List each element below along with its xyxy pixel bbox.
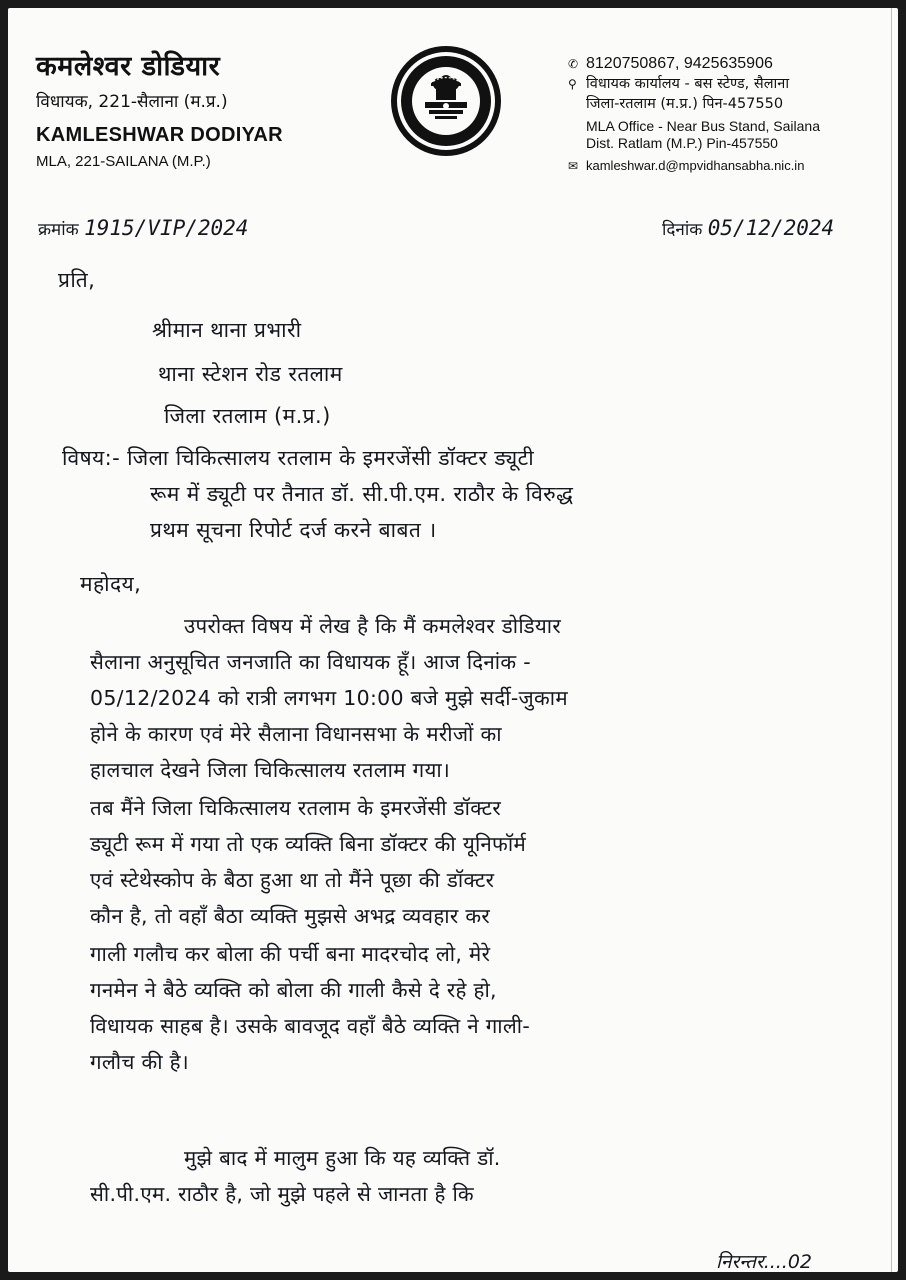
- subject-line-3: प्रथम सूचना रिपोर्ट दर्ज करने बाबत ।: [150, 518, 437, 542]
- recipient-line-3: जिला रतलाम (म.प्र.): [164, 404, 331, 428]
- body-line-12: विधायक साहब है। उसके बावजूद वहाँ बैठे व्यक्ति ने गाली-: [90, 1014, 531, 1038]
- body-line-3: 05/12/2024 को रात्री लगभग 10:00 बजे मुझे सर्दी-जुकाम: [90, 686, 568, 710]
- office-address-english-2: Dist. Ratlam (M.P.) Pin-457550: [586, 135, 778, 151]
- contact-block: [568, 54, 888, 176]
- reference-number: क्रमांक 1915/VIP/2024: [38, 216, 249, 240]
- letter-date: दिनांक 05/12/2024: [662, 216, 835, 240]
- body-line-5: हालचाल देखने जिला चिकित्सालय रतलाम गया।: [90, 758, 451, 782]
- body-line-8: एवं स्टेथेस्कोप के बैठा हुआ था तो मैंने पूछा की डॉक्टर: [90, 868, 495, 892]
- body-line-9: कौन है, तो वहाँ बैठा व्यक्ति मुझसे अभद्र व्यवहार कर: [90, 904, 491, 928]
- recipient-line-1: श्रीमान थाना प्रभारी: [152, 318, 302, 342]
- continued-marker: निरन्तर....02: [716, 1251, 813, 1273]
- subject-line-1: विषय:- जिला चिकित्सालय रतलाम के इमरजेंसी डॉक्टर ड्यूटी: [62, 446, 535, 470]
- sender-name-english: KAMLESHWAR DODIYAR: [36, 124, 283, 146]
- sender-designation-english: MLA, 221-SAILANA (M.P.): [36, 153, 211, 170]
- salutation-to: प्रति,: [58, 268, 96, 292]
- reference-value: 1915/VIP/2024: [84, 216, 249, 240]
- email-icon: ✉: [568, 159, 579, 173]
- assembly-emblem-icon: [389, 44, 503, 158]
- greeting: महोदय,: [80, 572, 142, 596]
- sender-block: [36, 46, 283, 170]
- sender-name-hindi: कमलेश्वर डोडियार: [36, 51, 221, 82]
- office-address-hindi-2: जिला-रतलाम (म.प्र.) पिन-457550: [586, 96, 784, 112]
- contact-phone: 8120750867, 9425635906: [586, 55, 773, 72]
- office-address-hindi-1: विधायक कार्यालय - बस स्टेण्ड, सैलाना: [586, 76, 790, 92]
- body-line-6: तब मैंने जिला चिकित्सालय रतलाम के इमरजेंसी डॉक्टर: [90, 796, 502, 820]
- body-line-7: ड्यूटी रूम में गया तो एक व्यक्ति बिना डॉक्टर की यूनिफॉर्म: [90, 832, 527, 856]
- body-line-2: सैलाना अनुसूचित जनजाति का विधायक हूँ। आज दिनांक -: [90, 650, 531, 674]
- page-fold-line: [891, 8, 892, 1272]
- location-icon: ⚲: [568, 77, 577, 91]
- subject-line-2: रूम में ड्यूटी पर तैनात डॉ. सी.पी.एम. राठौर के विरुद्ध: [150, 482, 574, 506]
- date-value: 05/12/2024: [707, 216, 835, 240]
- office-address-english-1: MLA Office - Near Bus Stand, Sailana: [586, 118, 820, 134]
- body-line-10: गाली गलौच कर बोला की पर्ची बना मादरचोद लो, मेरे: [90, 942, 491, 966]
- recipient-line-2: थाना स्टेशन रोड रतलाम: [158, 362, 343, 386]
- contact-email: kamleshwar.d@mpvidhansabha.nic.in: [586, 158, 805, 173]
- phone-icon: ✆: [568, 57, 579, 71]
- body-line-13: गलौच की है।: [90, 1050, 189, 1074]
- sender-designation-hindi: विधायक, 221-सैलाना (म.प्र.): [36, 92, 228, 112]
- body-line-15: मुझे बाद में मालुम हुआ कि यह व्यक्ति डॉ.: [184, 1146, 501, 1170]
- letter-page: [8, 8, 898, 1272]
- body-line-11: गनमेन ने बैठे व्यक्ति को बोला की गाली कैसे दे रहे हो,: [90, 978, 497, 1002]
- body-line-16: सी.पी.एम. राठौर है, जो मुझे पहले से जानता है कि: [90, 1182, 474, 1206]
- body-line-4: होने के कारण एवं मेरे सैलाना विधानसभा के मरीजों का: [90, 722, 502, 746]
- body-line-1: उपरोक्त विषय में लेख है कि मैं कमलेश्वर डोडियार: [184, 614, 562, 638]
